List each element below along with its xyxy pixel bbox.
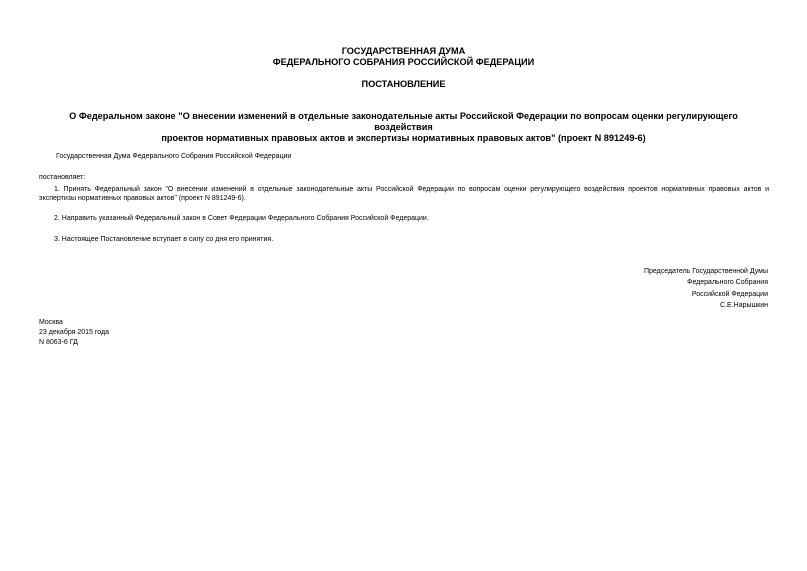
title-line-1: О Федеральном законе "О внесении изменений в отдельные законодательные акты Российской Федерации по вопросам оценки регулирующего воздействия (69, 111, 738, 132)
signature-title-line-2: Федерального Собрания (687, 279, 768, 287)
authority-line-2: ФЕДЕРАЛЬНОГО СОБРАНИЯ РОССИЙСКОЙ ФЕДЕРАЦИИ (272, 57, 535, 67)
signatory-name: С.Е.Нарышкин (720, 301, 768, 309)
document-type: ПОСТАНОВЛЕНИЕ (361, 79, 446, 89)
document-footer (39, 318, 239, 349)
footer-date: 23 декабря 2015 года (39, 329, 110, 337)
title-line-2: проектов нормативных правовых актов и экспертизы нормативных правовых актов" (проект N 891249-6) (161, 133, 646, 143)
decides-text: постановляет: (39, 174, 86, 181)
footer-number: N 8063-6 ГД (39, 339, 78, 347)
signature-title-line-3: Российской Федерации (691, 290, 768, 298)
resolution-item-2: 2. Направить указанный Федеральный закон в Совет Федерации Федерального Собрания Российской Федерации. (54, 215, 429, 222)
resolution-item-1: 1. Принять Федеральный закон "О внесении изменений в отдельные законодательные акты Российской Федерации по вопросам оценки регулирующего воздействия проектов нормативных правовых актов и экспертизы нормативных правовых актов" (проект N 891249-6). (39, 186, 769, 203)
footer-place: Москва (39, 319, 63, 326)
issuer-text: Государственная Дума Федерального Собрания Российской Федерации (56, 153, 292, 160)
signature-block (468, 266, 768, 311)
authority-line-1: ГОСУДАРСТВЕННАЯ ДУМА (341, 46, 466, 56)
document-heading (30, 46, 777, 68)
signature-title-line-1: Председатель Государственной Думы (643, 268, 768, 275)
resolution-item-3: 3. Настоящее Постановление вступает в силу со дня его принятия. (54, 236, 274, 243)
document-title (40, 111, 767, 144)
